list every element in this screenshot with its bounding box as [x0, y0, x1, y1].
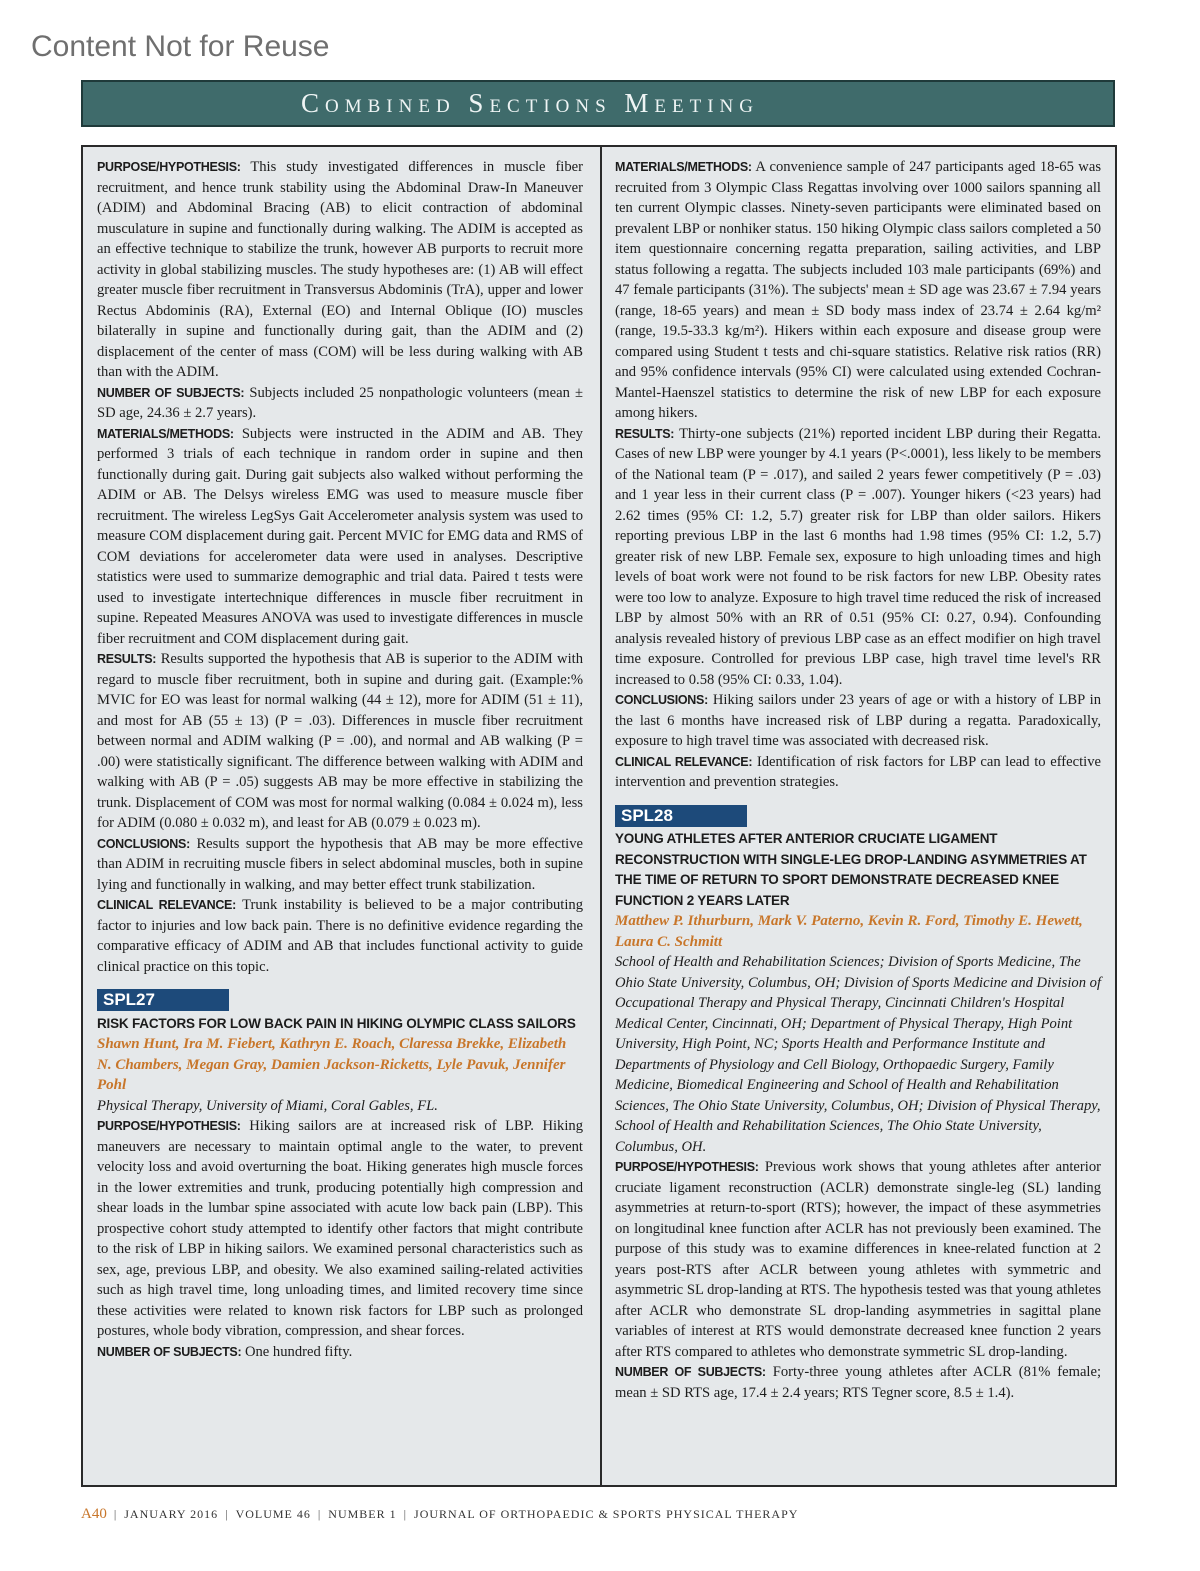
- section-text: Previous work shows that young athletes after anterior cruciate ligament reconstruction (ACLR) demonstrate single-leg (SL) landing asymmetries at return-to-sport (RTS); however, the impact of these asymmetries on longitudinal knee function after ACLR has not previously been examined. The purpose of this study was to examine differences in knee-related function at 2 years post-RTS after ACLR between young athletes with symmetric and asymmetric SL drop-landing at RTS. The hypothesis tested was that young athletes after ACLR who demonstrate SL drop-landing asymmetries in sagittal plane variables of interest at RTS would demonstrate decreased knee function 2 years after RTS compared to athletes who demonstrate symmetric SL drop-landing.: [615, 1159, 1101, 1360]
- section-text: A convenience sample of 247 participants aged 18-65 was recruited from 3 Olympic Class Regattas involving over 1000 sailors spanning all ten current Olympic classes. Ninety-seven participants were eliminated based on prevalent LBP or nonhiker status. 150 hiking Olympic class sailors completed a 50 item questionnaire concerning regatta preparation, sailing activities, and LBP status following a regatta. The subjects included 103 male participants (69%) and 47 female participants (31%). The subjects' mean ± SD age was 23.67 ± 7.94 years (range, 18-65 years) and mean ± SD body mass index of 23.74 ± 2.64 kg/m² (range, 19.5-33.3 kg/m²). Hikers within each exposure and disease group were compared using Student t tests and chi-square statistics. Relative risk ratios (RR) and 95% confidence intervals (95% CI) were calculated using extended Cochran-Mantel-Haenszel statistics to determine the risk of new LBP for each exposure among hikers.: [615, 159, 1102, 421]
- abstract-section: [615, 424, 1101, 691]
- abstract-section: [97, 895, 583, 977]
- abstract-section: [97, 834, 583, 896]
- issue-date: JANUARY 2016: [124, 1507, 219, 1521]
- abstract-section: [615, 157, 1101, 424]
- section-text: Subjects were instructed in the ADIM and AB. They performed 3 trials of each technique in random order in supine and then functionally during gait. During gait subjects also walked without performing the ADIM or AB. The Delsys wireless EMG was used to measure muscle fiber recruitment. The wireless LegSys Gait Accelerometer analysis system was used to measure COM displacement during gait. Percent MVIC for EMG data and RMS of COM deviations for accelerometer data were used in analyses. Descriptive statistics were used to summarize demographic and trial data. Paired t tests were used to investigate intertechnique differences in muscle fiber recruitment in supine. Repeated Measures ANOVA was used to investigate differences in muscle fiber recruitment and COM displacement during gait.: [97, 425, 583, 647]
- section-heading: NUMBER OF SUBJECTS:: [615, 1365, 766, 1379]
- section-text: Identification of risk factors for LBP can lead to effective intervention and prevention strategies.: [615, 753, 1101, 790]
- section-text: Thirty-one subjects (21%) reported incident LBP during their Regatta. Cases of new LBP were younger by 4.1 years (P<.0001), less likely to be members of the National team (P = .017), and sailed 2 years fewer competitively (P = .03) and 1 year less in their current class (P = .007). Younger hikers (<23 years) had 2.62 times (95% CI: 1.2, 5.7) greater risk for LBP than older sailors. Hikers reporting previous LBP in the last 6 months had 1.98 times (95% CI: 1.2, 5.7) greater risk of new LBP. Female sex, exposure to high unloading times and high levels of boat work were not found to be risk factors for new LBP. Obesity rates were too low to analyze. Exposure to high travel time reduced the risk of increased LBP by almost 50% with an RR of 0.51 (95% CI: 0.27, 0.94). Confounding analysis revealed history of previous LBP case as an effect modifier on high travel time exposure. Controlled for previous LBP case, high travel time level's RR increased to 0.58 (95% CI: 0.33, 1.04).: [615, 425, 1101, 688]
- left-column: [97, 157, 583, 1362]
- abstract-section: [97, 1116, 583, 1342]
- abstract-section: [97, 424, 583, 650]
- section-text: Trunk instability is believed to be a major contributing factor to injuries and low back pain. There is no definitive evidence regarding the comparative efficacy of ADIM and AB that includes functional activity to guide clinical practice on this topic.: [97, 897, 583, 975]
- section-text: Hiking sailors under 23 years of age or with a history of LBP in the last 6 months have increased risk of LBP during a regatta. Paradoxically, exposure to high travel time was associated with decreased risk.: [615, 692, 1101, 749]
- abstract-section: [615, 752, 1101, 793]
- section-heading: MATERIALS/METHODS:: [97, 426, 234, 441]
- article-affiliation: School of Health and Rehabilitation Sciences; Division of Sports Medicine, The Ohio State University, Columbus, OH; Division of Sports Medicine and Division of Occupational Therapy and Physical Therapy, Cincinnati Children's Hospital Medical Center, Cincinnati, OH; Department of Physical Therapy, High Point University, High Point, NC; Sports Health and Performance Institute and Departments of Physiology and Cell Biology, Orthopaedic Surgery, Family Medicine, Biomedical Engineering and School of Health and Rehabilitation Sciences, The Ohio State University, Columbus, OH; Division of Physical Therapy, School of Health and Rehabilitation Sciences, The Ohio State University, Columbus, OH.: [615, 954, 1102, 1155]
- article-badge: SPL28: [615, 805, 747, 827]
- content-box: [81, 145, 1117, 1487]
- section-heading: NUMBER OF SUBJECTS:: [97, 385, 245, 400]
- article-affiliation: Physical Therapy, University of Miami, Coral Gables, FL.: [97, 1097, 438, 1114]
- abstract-section: [615, 1157, 1101, 1362]
- section-heading: CONCLUSIONS:: [97, 836, 190, 851]
- volume-label: VOLUME 46: [235, 1507, 311, 1521]
- page-footer: A40 | JANUARY 2016 | VOLUME 46 | NUMBER 1 | JOURNAL OF ORTHOPAEDIC & SPORTS PHYSICAL THERAPY: [81, 1506, 799, 1522]
- section-text: Results support the hypothesis that AB may be more effective than ADIM in recruiting muscle fibers in select abdominal muscles, both in supine lying and functionally in walking, and may better effect trunk stabilization.: [97, 835, 583, 893]
- abstract-section: [97, 1342, 583, 1363]
- article-authors: Shawn Hunt, Ira M. Fiebert, Kathryn E. Roach, Claressa Brekke, Elizabeth N. Chambers, Megan Gray, Damien Jackson-Ricketts, Lyle Pavuk, Jennifer Pohl: [97, 1036, 567, 1093]
- section-text: Subjects included 25 nonpathologic volunteers (mean ± SD age, 24.36 ± 2.7 years).: [97, 384, 583, 421]
- right-column: [615, 157, 1101, 1403]
- section-heading: MATERIALS/METHODS:: [615, 160, 752, 174]
- abstract-section: [97, 383, 583, 424]
- section-banner: [81, 80, 1115, 127]
- section-heading: PURPOSE/HYPOTHESIS:: [615, 1160, 759, 1174]
- section-text: Hiking sailors are at increased risk of LBP. Hiking maneuvers are necessary to maintain optimal angle to the water, to prevent velocity loss and avoid overturning the boat. Hiking generates high muscle forces in the lower extremities and trunk, producing potentially high compression and shear loads in the lumbar spine associated with acute low back pain (LBP). This prospective cohort study attempted to identify other factors that might contribute to the risk of LBP in hiking sailors. We examined personal characteristics such as sex, age, previous LBP, and obesity. We also examined sailing-related activities such as high travel time, long unloading times, and limited recovery time since these activities were related to known risk factors for LBP such as prolonged postures, whole body vibration, compression, and shear forces.: [97, 1118, 583, 1339]
- article-title: RISK FACTORS FOR LOW BACK PAIN IN HIKING OLYMPIC CLASS SAILORS: [97, 1015, 576, 1031]
- section-text: One hundred fifty.: [244, 1343, 353, 1360]
- watermark: Content Not for Reuse: [31, 30, 330, 63]
- abstract-section: [615, 1362, 1101, 1403]
- section-text: Results supported the hypothesis that AB is superior to the ADIM with regard to muscle fiber recruitment, both in supine and during gait. (Example:% MVIC for EO was least for normal walking (44 ± 12), more for ADIM (51 ± 11), and most for AB (55 ± 13) (P = .03). Differences in muscle fiber recruitment between normal and ADIM walking (P = .00), and normal and AB walking (P = .00) were statistically significant. The difference between walking with ADIM and walking with AB (P = .05) suggests AB may be more effective in stabilizing the trunk. Displacement of COM was most for normal walking (0.084 ± 0.024 m), less for ADIM (0.080 ± 0.032 m), and least for AB (0.079 ± 0.023 m).: [97, 651, 583, 831]
- section-heading: NUMBER OF SUBJECTS:: [97, 1344, 242, 1359]
- section-heading: RESULTS:: [615, 426, 675, 441]
- section-heading: PURPOSE/HYPOTHESIS:: [97, 160, 241, 174]
- section-text: Forty-three young athletes after ACLR (81% female; mean ± SD RTS age, 17.4 ± 2.4 years; RTS Tegner score, 8.5 ± 1.4).: [615, 1364, 1102, 1401]
- section-heading: PURPOSE/HYPOTHESIS:: [97, 1119, 241, 1133]
- article-badge: SPL27: [97, 989, 229, 1011]
- section-text: This study investigated differences in muscle fiber recruitment, and hence trunk stability using the Abdominal Draw-In Maneuver (ADIM) and Abdominal Bracing (AB) to elicit contraction of abdominal musculature in supine and functionally during walking. The ADIM is accepted as an effective technique to stabilize the trunk, however AB purports to recruit more activity in global stabilizing muscles. The study hypotheses are: (1) AB will effect greater muscle fiber recruitment in Transversus Abdominis (TrA), upper and lower Rectus Abdominis (RA), External (EO) and Internal Oblique (IO) muscles bilaterally in supine and functionally during gait, than the ADIM and (2) displacement of the center of mass (COM) will be less during walking with AB than with the ADIM.: [97, 159, 583, 380]
- page-number: A40: [81, 1506, 107, 1522]
- banner-title: Combined Sections Meeting: [301, 88, 760, 118]
- article-title: YOUNG ATHLETES AFTER ANTERIOR CRUCIATE LIGAMENT RECONSTRUCTION WITH SINGLE-LEG DROP-LANDING ASYMMETRIES AT THE TIME OF RETURN TO SPORT DEMONSTRATE DECREASED KNEE FUNCTION 2 YEARS LATER: [615, 831, 1087, 908]
- abstract-section: [97, 157, 583, 383]
- issue-number: NUMBER 1: [328, 1507, 397, 1521]
- column-divider: [600, 147, 602, 1485]
- abstract-section: [97, 649, 583, 834]
- section-heading: CLINICAL RELEVANCE:: [97, 898, 236, 912]
- journal-name: JOURNAL OF ORTHOPAEDIC & SPORTS PHYSICAL THERAPY: [414, 1507, 799, 1521]
- section-heading: RESULTS:: [97, 652, 157, 666]
- abstract-section: [615, 690, 1101, 752]
- article-authors: Matthew P. Ithurburn, Mark V. Paterno, Kevin R. Ford, Timothy E. Hewett, Laura C. Schmitt: [615, 913, 1083, 950]
- section-heading: CONCLUSIONS:: [615, 693, 708, 707]
- section-heading: CLINICAL RELEVANCE:: [615, 754, 753, 769]
